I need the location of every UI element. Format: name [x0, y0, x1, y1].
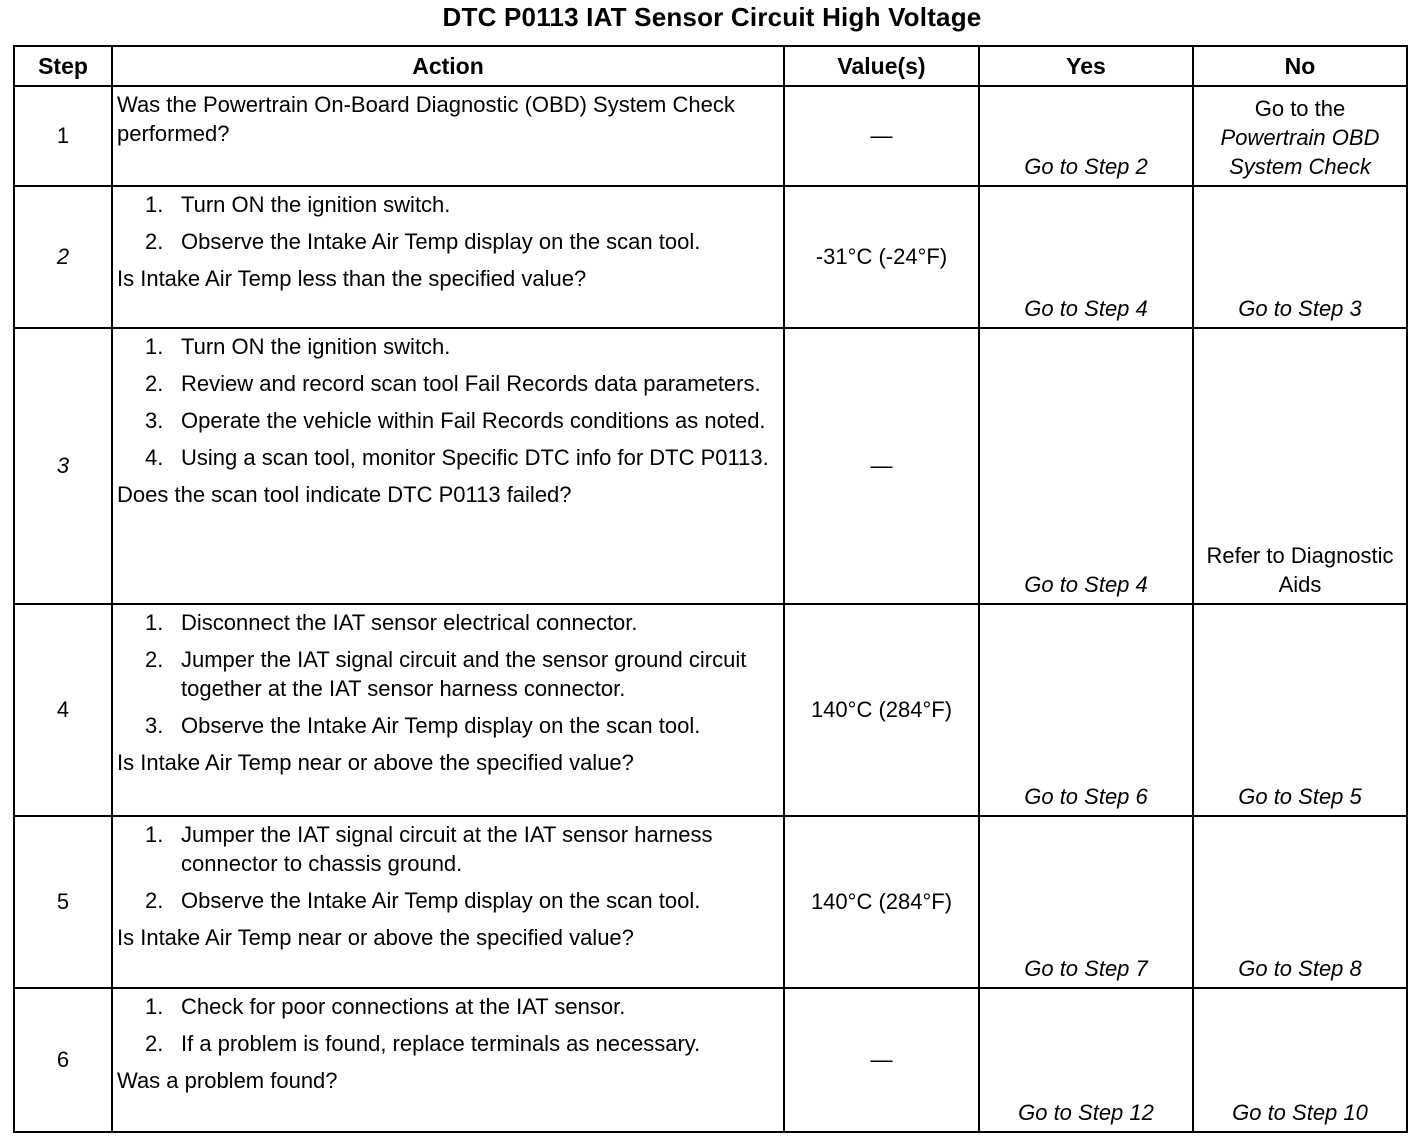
header-no: No: [1193, 46, 1407, 86]
list-item: [117, 190, 777, 219]
list-item-number: 1.: [145, 192, 164, 217]
value-cell: 140°C (284°F): [784, 604, 979, 816]
action-question: Is Intake Air Temp less than the specified value?: [117, 266, 587, 291]
list-item-number: 3.: [145, 713, 164, 738]
no-cell: Refer to Diagnostic Aids: [1193, 328, 1407, 604]
list-item: [117, 886, 777, 915]
yes-cell: Go to Step 6: [979, 604, 1193, 816]
step-cell: 6: [14, 988, 112, 1132]
step-cell: 3: [14, 328, 112, 604]
header-values: Value(s): [784, 46, 979, 86]
value-cell: —: [784, 86, 979, 186]
action-steps-list: [117, 332, 777, 472]
no-cell: Go to Step 5: [1193, 604, 1407, 816]
list-item-number: 2.: [145, 647, 164, 672]
action-cell: [112, 86, 784, 186]
no-cell: Go to Step 8: [1193, 816, 1407, 988]
list-item-number: 2.: [145, 888, 164, 913]
table-header-row: [14, 46, 1407, 86]
value-cell: —: [784, 328, 979, 604]
table-row: [14, 816, 1407, 988]
action-cell: [112, 988, 784, 1132]
value-cell: -31°C (-24°F): [784, 186, 979, 328]
list-item-number: 1.: [145, 822, 164, 847]
no-cell: Go to Step 3: [1193, 186, 1407, 328]
list-item-number: 2.: [145, 229, 164, 254]
table-row: [14, 604, 1407, 816]
list-item: [117, 369, 777, 398]
list-item-number: 3.: [145, 408, 164, 433]
no-cell: Go to Step 10: [1193, 988, 1407, 1132]
list-item: [117, 820, 777, 878]
table-row: [14, 328, 1407, 604]
no-cell: [1193, 86, 1407, 186]
list-item-text: Turn ON the ignition switch.: [181, 334, 451, 359]
action-intro: Was the Powertrain On-Board Diagnostic (OBD) System Check performed?: [117, 92, 735, 146]
list-item-number: 1.: [145, 610, 164, 635]
action-steps-list: [117, 190, 777, 256]
list-item: [117, 332, 777, 361]
list-item-text: Jumper the IAT signal circuit and the sensor ground circuit together at the IAT sensor harness connector.: [181, 647, 747, 701]
yes-cell: Go to Step 7: [979, 816, 1193, 988]
list-item: [117, 443, 777, 472]
list-item: [117, 645, 777, 703]
value-cell: —: [784, 988, 979, 1132]
list-item-number: 2.: [145, 371, 164, 396]
no-cell-prefix: Go to the: [1254, 96, 1346, 121]
step-cell: 5: [14, 816, 112, 988]
list-item-text: Operate the vehicle within Fail Records conditions as noted.: [181, 408, 766, 433]
table-row: [14, 86, 1407, 186]
list-item: [117, 406, 777, 435]
diagnostic-table: [13, 45, 1408, 1133]
list-item-text: Jumper the IAT signal circuit at the IAT sensor harness connector to chassis ground.: [181, 822, 713, 876]
list-item-text: Review and record scan tool Fail Records data parameters.: [181, 371, 761, 396]
action-cell: [112, 186, 784, 328]
list-item-text: Observe the Intake Air Temp display on the scan tool.: [181, 888, 701, 913]
list-item-text: Using a scan tool, monitor Specific DTC info for DTC P0113.: [181, 445, 769, 470]
yes-cell: Go to Step 4: [979, 328, 1193, 604]
list-item-number: 1.: [145, 994, 164, 1019]
list-item: [117, 227, 777, 256]
header-step: Step: [14, 46, 112, 86]
step-cell: 4: [14, 604, 112, 816]
header-action: Action: [112, 46, 784, 86]
step-cell: 2: [14, 186, 112, 328]
list-item: [117, 1029, 777, 1058]
yes-cell: Go to Step 2: [979, 86, 1193, 186]
list-item: [117, 992, 777, 1021]
action-question: Does the scan tool indicate DTC P0113 failed?: [117, 482, 572, 507]
action-question: Was a problem found?: [117, 1068, 338, 1093]
step-cell: 1: [14, 86, 112, 186]
header-yes: Yes: [979, 46, 1193, 86]
yes-cell: Go to Step 4: [979, 186, 1193, 328]
action-question: Is Intake Air Temp near or above the specified value?: [117, 750, 634, 775]
table-row: [14, 186, 1407, 328]
list-item-text: Disconnect the IAT sensor electrical connector.: [181, 610, 638, 635]
action-steps-list: [117, 820, 777, 915]
list-item-number: 2.: [145, 1031, 164, 1056]
list-item-text: Check for poor connections at the IAT sensor.: [181, 994, 626, 1019]
list-item-text: If a problem is found, replace terminals as necessary.: [181, 1031, 701, 1056]
action-steps-list: [117, 992, 777, 1058]
page-title: DTC P0113 IAT Sensor Circuit High Voltage: [442, 2, 982, 32]
table-body: [14, 86, 1407, 1132]
table-row: [14, 988, 1407, 1132]
action-question: Is Intake Air Temp near or above the specified value?: [117, 925, 634, 950]
list-item: [117, 608, 777, 637]
yes-cell: Go to Step 12: [979, 988, 1193, 1132]
list-item-text: Observe the Intake Air Temp display on the scan tool.: [181, 229, 701, 254]
action-cell: [112, 604, 784, 816]
action-cell: [112, 816, 784, 988]
list-item-number: 1.: [145, 334, 164, 359]
action-cell: [112, 328, 784, 604]
list-item-text: Turn ON the ignition switch.: [181, 192, 451, 217]
list-item: [117, 711, 777, 740]
list-item-text: Observe the Intake Air Temp display on the scan tool.: [181, 713, 701, 738]
no-cell-reference: Powertrain OBD System Check: [1220, 125, 1380, 179]
action-steps-list: [117, 608, 777, 740]
value-cell: 140°C (284°F): [784, 816, 979, 988]
list-item-number: 4.: [145, 445, 164, 470]
